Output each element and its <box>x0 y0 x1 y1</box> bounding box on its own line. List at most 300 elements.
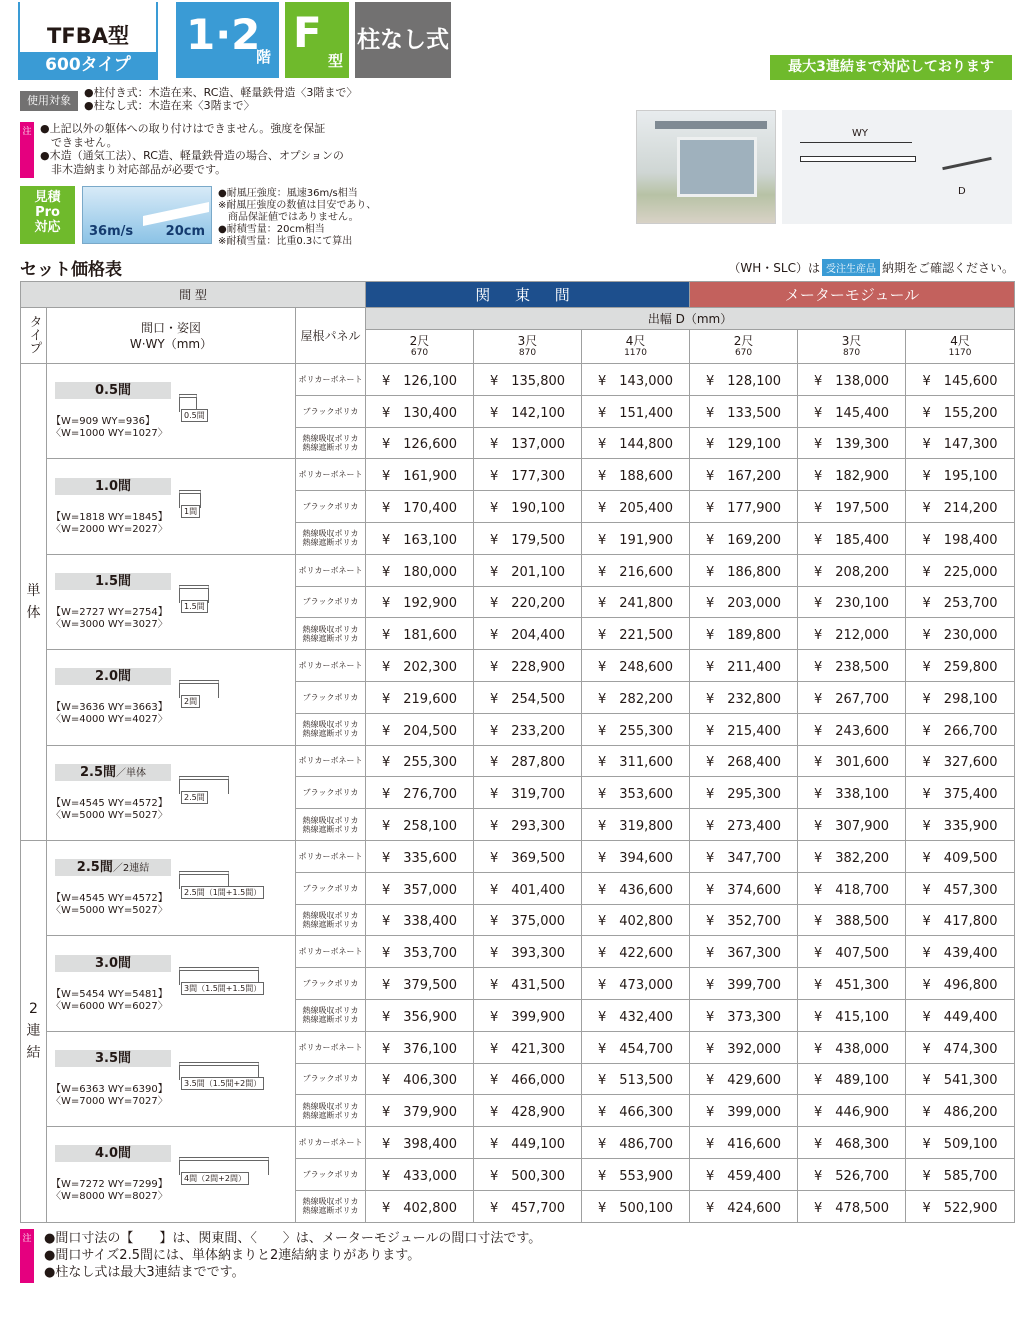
price-cell: ¥ 145,400 <box>798 395 906 427</box>
depth-col-header <box>474 330 582 364</box>
price-cell: ¥ 429,600 <box>690 1063 798 1095</box>
price-cell: ¥ 145,600 <box>906 364 1015 396</box>
size-label-text: 3.5間 <box>94 1050 132 1066</box>
dimension-kanto: 【W=7272 WY=7299】 <box>51 1179 168 1191</box>
wind-speed: 36m/s <box>89 224 134 239</box>
model-subtype: 600タイプ <box>20 52 156 78</box>
price-cell: ¥ 191,900 <box>582 522 690 554</box>
price-cell: ¥ 298,100 <box>906 681 1015 713</box>
depth-mm: 870 <box>842 347 861 358</box>
price-cell: ¥ 186,800 <box>690 554 798 586</box>
price-cell: ¥ 433,000 <box>366 1158 474 1190</box>
price-cell: ¥ 204,400 <box>474 618 582 650</box>
drawing-tag: 0.5間 <box>181 409 208 422</box>
drawing-tag: 2.5間（1間+1.5間） <box>181 886 264 899</box>
price-cell: ¥ 282,200 <box>582 681 690 713</box>
table-row <box>21 459 1015 491</box>
price-cell: ¥ 454,700 <box>582 1031 690 1063</box>
price-cell: ¥ 130,400 <box>366 395 474 427</box>
depth-mm: 870 <box>518 347 537 358</box>
depth-mm: 670 <box>410 347 429 358</box>
size-label-text: 4.0間 <box>94 1146 132 1162</box>
roof-panel-label: ブラックポリカ <box>296 968 366 1000</box>
dimension-meter: 〈W=6000 WY=6027〉 <box>51 1000 168 1012</box>
usage-text <box>84 86 357 112</box>
price-cell: ¥ 230,000 <box>906 618 1015 650</box>
price-cell: ¥ 208,200 <box>798 554 906 586</box>
dimension-kanto: 【W=909 WY=936】 <box>51 416 155 428</box>
estimate-line: 見積 <box>34 190 61 205</box>
price-cell: ¥ 553,900 <box>582 1158 690 1190</box>
price-cell: ¥ 392,000 <box>690 1031 798 1063</box>
roof-panel-label: 熱線吸収ポリカ 熱線遮断ポリカ <box>296 713 366 745</box>
price-cell: ¥ 319,800 <box>582 809 690 841</box>
price-cell: ¥ 399,000 <box>690 1095 798 1127</box>
header-kanto: 関 東 間 <box>366 282 690 308</box>
header-size-text: 間口・姿図 <box>140 320 201 335</box>
ftype-letter: F <box>293 8 322 57</box>
price-cell: ¥ 163,100 <box>366 522 474 554</box>
d-label: D <box>958 186 966 197</box>
size-cell <box>47 554 296 649</box>
roof-panel-label: ブラックポリカ <box>296 491 366 523</box>
price-cell: ¥ 188,600 <box>582 459 690 491</box>
price-cell: ¥ 398,400 <box>366 1127 474 1159</box>
dimension-meter: 〈W=1000 WY=1027〉 <box>51 428 168 440</box>
price-cell: ¥ 436,600 <box>582 872 690 904</box>
beam-drawing <box>800 156 916 162</box>
price-cell: ¥ 225,000 <box>906 554 1015 586</box>
price-cell: ¥ 267,700 <box>798 681 906 713</box>
spec-line: ●耐風圧強度：風速36m/s相当 <box>218 188 358 199</box>
price-cell: ¥ 138,000 <box>798 364 906 396</box>
dimension-meter: 〈W=4000 WY=4027〉 <box>51 714 168 726</box>
price-cell: ¥ 189,800 <box>690 618 798 650</box>
price-cell: ¥ 496,800 <box>906 968 1015 1000</box>
price-cell: ¥ 393,300 <box>474 936 582 968</box>
depth-col-header <box>582 330 690 364</box>
roof-panel-label: 熱線吸収ポリカ 熱線遮断ポリカ <box>296 1095 366 1127</box>
roof-panel-label: 熱線吸収ポリカ 熱線遮断ポリカ <box>296 618 366 650</box>
price-cell: ¥ 143,000 <box>582 364 690 396</box>
roof-panel-label: ブラックポリカ <box>296 681 366 713</box>
roof-panel-label: ブラックポリカ <box>296 872 366 904</box>
price-cell: ¥ 353,600 <box>582 777 690 809</box>
price-cell: ¥ 268,400 <box>690 745 798 777</box>
estimate-line: 対応 <box>34 220 61 235</box>
type-double: 2 連 結 <box>21 840 47 1222</box>
order-note-pre: （WH・SLC）は <box>728 261 820 275</box>
price-cell: ¥ 155,200 <box>906 395 1015 427</box>
spec-line: 商品保証値ではありません。 <box>218 212 359 223</box>
price-cell: ¥ 338,100 <box>798 777 906 809</box>
price-cell: ¥ 367,300 <box>690 936 798 968</box>
price-cell: ¥ 394,600 <box>582 840 690 872</box>
wind-snow-icon <box>82 186 212 244</box>
price-cell: ¥ 438,000 <box>798 1031 906 1063</box>
price-cell: ¥ 241,800 <box>582 586 690 618</box>
depth-mm: 1170 <box>948 347 972 358</box>
drawing-tag: 1.5間 <box>181 600 208 613</box>
roof-panel-label: 熱線吸収ポリカ 熱線遮断ポリカ <box>296 427 366 459</box>
price-cell: ¥ 457,300 <box>906 872 1015 904</box>
drawing-tag: 2.5間 <box>181 791 208 804</box>
price-cell: ¥ 347,700 <box>690 840 798 872</box>
roof-panel-label: 熱線吸収ポリカ 熱線遮断ポリカ <box>296 809 366 841</box>
price-cell: ¥ 513,500 <box>582 1063 690 1095</box>
usage-label: 使用対象 <box>20 91 78 111</box>
size-label <box>55 764 171 781</box>
depth-shaku: 4尺 <box>625 333 646 348</box>
note-label: 注 <box>20 122 34 178</box>
price-cell: ¥ 177,900 <box>690 491 798 523</box>
price-cell: ¥ 375,400 <box>906 777 1015 809</box>
price-cell: ¥ 407,500 <box>798 936 906 968</box>
price-cell: ¥ 169,200 <box>690 522 798 554</box>
drawing-tag: 3.5間（1.5間+2間） <box>181 1077 264 1090</box>
roof-panel-label: ポリカーボネート <box>296 745 366 777</box>
price-cell: ¥ 128,100 <box>690 364 798 396</box>
estimate-pro-badge <box>20 186 75 244</box>
price-cell: ¥ 276,700 <box>366 777 474 809</box>
price-cell: ¥ 248,600 <box>582 650 690 682</box>
price-cell: ¥ 177,300 <box>474 459 582 491</box>
price-cell: ¥ 399,900 <box>474 999 582 1031</box>
floor-unit: 階 <box>255 48 271 66</box>
price-cell: ¥ 418,700 <box>798 872 906 904</box>
price-cell: ¥ 335,900 <box>906 809 1015 841</box>
dimension-meter: 〈W=5000 WY=5027〉 <box>51 809 168 821</box>
price-cell: ¥ 212,000 <box>798 618 906 650</box>
drawing-tag: 1間 <box>181 505 200 518</box>
price-cell: ¥ 416,600 <box>690 1127 798 1159</box>
price-cell: ¥ 129,100 <box>690 427 798 459</box>
spec-line: ※耐風圧強度の数値は目安であり、 <box>218 200 377 211</box>
size-cell <box>47 840 296 935</box>
price-cell: ¥ 253,700 <box>906 586 1015 618</box>
price-cell: ¥ 466,000 <box>474 1063 582 1095</box>
size-label <box>55 859 171 876</box>
header-depth: 出幅 D（mm） <box>366 308 1015 330</box>
depth-mm: 1170 <box>624 347 647 358</box>
dimension-kanto: 【W=4545 WY=4572】 <box>51 893 168 905</box>
price-cell: ¥ 295,300 <box>690 777 798 809</box>
size-label <box>55 478 171 495</box>
type-single: 単 体 <box>21 364 47 841</box>
dimension-meter: 〈W=2000 WY=2027〉 <box>51 523 168 535</box>
price-cell: ¥ 541,300 <box>906 1063 1015 1095</box>
price-cell: ¥ 137,000 <box>474 427 582 459</box>
price-cell: ¥ 376,100 <box>366 1031 474 1063</box>
price-cell: ¥ 415,100 <box>798 999 906 1031</box>
footer-line: ●間口寸法の【 】は、関東間、〈 〉は、メーターモジュールの間口寸法です。 <box>44 1231 542 1246</box>
price-cell: ¥ 216,600 <box>582 554 690 586</box>
ftype-badge <box>285 2 349 78</box>
price-cell: ¥ 319,700 <box>474 777 582 809</box>
price-cell: ¥ 353,700 <box>366 936 474 968</box>
price-cell: ¥ 417,800 <box>906 904 1015 936</box>
price-cell: ¥ 369,500 <box>474 840 582 872</box>
side-view-drawing <box>942 157 992 170</box>
size-cell <box>47 650 296 745</box>
price-cell: ¥ 585,700 <box>906 1158 1015 1190</box>
price-cell: ¥ 190,100 <box>474 491 582 523</box>
price-cell: ¥ 219,600 <box>366 681 474 713</box>
drawing-tag: 2間 <box>181 695 200 708</box>
depth-col-header <box>798 330 906 364</box>
depth-col-header <box>690 330 798 364</box>
size-label-sub: ／単体 <box>116 767 147 779</box>
price-cell: ¥ 181,600 <box>366 618 474 650</box>
price-cell: ¥ 478,500 <box>798 1190 906 1222</box>
price-cell: ¥ 379,900 <box>366 1095 474 1127</box>
dimension-diagram <box>782 110 1012 224</box>
max-connection-banner: 最大3連結まで対応しております <box>770 55 1012 80</box>
roof-panel-label: ポリカーボネート <box>296 1031 366 1063</box>
table-row <box>21 1031 1015 1063</box>
price-cell: ¥ 273,400 <box>690 809 798 841</box>
price-cell: ¥ 509,100 <box>906 1127 1015 1159</box>
roof-panel-label: ブラックポリカ <box>296 586 366 618</box>
note-line: 非木造納まり対応部品が必要です。 <box>40 162 227 176</box>
made-to-order-badge: 受注生産品 <box>822 259 880 276</box>
awning-image <box>655 121 767 129</box>
roof-panel-label: ポリカーボネート <box>296 840 366 872</box>
header-size <box>47 308 296 364</box>
footer-line: ●間口サイズ2.5間には、単体納まりと2連結納まりがあります。 <box>44 1248 421 1263</box>
note-text <box>40 122 344 176</box>
price-cell: ¥ 180,000 <box>366 554 474 586</box>
usage-line: ●柱なし式：木造在来〈3階まで〉 <box>84 99 255 112</box>
note-line: ●木造（通気工法）、RC造、軽量鉄骨造の場合、オプションの <box>40 149 344 162</box>
table-row <box>21 650 1015 682</box>
depth-shaku: 2尺 <box>409 333 430 348</box>
spec-text <box>218 188 376 248</box>
size-label-text: 2.5間 <box>79 764 117 780</box>
price-cell: ¥ 457,700 <box>474 1190 582 1222</box>
price-cell: ¥ 379,500 <box>366 968 474 1000</box>
table-row <box>21 840 1015 872</box>
window-image <box>677 137 757 197</box>
roof-panel-label: 熱線吸収ポリカ 熱線遮断ポリカ <box>296 904 366 936</box>
dimension-kanto: 【W=5454 WY=5481】 <box>51 988 168 1000</box>
price-cell: ¥ 211,400 <box>690 650 798 682</box>
price-cell: ¥ 459,400 <box>690 1158 798 1190</box>
model-badge <box>18 2 158 80</box>
roof-panel-label: ブラックポリカ <box>296 1158 366 1190</box>
wy-line <box>800 142 912 143</box>
size-label <box>55 382 171 399</box>
size-cell <box>47 1127 296 1222</box>
depth-col-header <box>366 330 474 364</box>
table-row <box>21 745 1015 777</box>
note-line: できません。 <box>40 135 118 149</box>
price-cell: ¥ 255,300 <box>582 713 690 745</box>
price-cell: ¥ 170,400 <box>366 491 474 523</box>
price-cell: ¥ 375,000 <box>474 904 582 936</box>
price-cell: ¥ 335,600 <box>366 840 474 872</box>
size-label-text: 2.0間 <box>94 669 132 685</box>
dimension-kanto: 【W=6363 WY=6390】 <box>51 1083 168 1095</box>
size-label-text: 1.0間 <box>94 478 132 494</box>
price-cell: ¥ 233,200 <box>474 713 582 745</box>
price-cell: ¥ 489,100 <box>798 1063 906 1095</box>
footer-notes <box>44 1230 541 1281</box>
depth-mm: 670 <box>734 347 753 358</box>
product-photo <box>636 110 776 224</box>
dimension-meter: 〈W=7000 WY=7027〉 <box>51 1095 168 1107</box>
price-table <box>20 281 1015 1223</box>
snow-layer-icon <box>143 202 209 226</box>
roof-panel-label: 熱線吸収ポリカ 熱線遮断ポリカ <box>296 522 366 554</box>
price-cell: ¥ 266,700 <box>906 713 1015 745</box>
size-label-sub: ／2連結 <box>112 863 150 875</box>
estimate-line: Pro <box>35 205 60 220</box>
roof-panel-label: ポリカーボネート <box>296 364 366 396</box>
price-cell: ¥ 421,300 <box>474 1031 582 1063</box>
ftype-unit: 型 <box>327 52 343 70</box>
roof-panel-label: ポリカーボネート <box>296 459 366 491</box>
price-cell: ¥ 185,400 <box>798 522 906 554</box>
price-cell: ¥ 402,800 <box>582 904 690 936</box>
table-row <box>21 554 1015 586</box>
price-cell: ¥ 214,200 <box>906 491 1015 523</box>
price-cell: ¥ 192,900 <box>366 586 474 618</box>
table-row <box>21 364 1015 396</box>
price-cell: ¥ 179,500 <box>474 522 582 554</box>
note-line: ●上記以外の躯体への取り付けはできません。強度を保証 <box>40 122 326 135</box>
price-cell: ¥ 307,900 <box>798 809 906 841</box>
price-cell: ¥ 431,500 <box>474 968 582 1000</box>
model-name: TFBA型 <box>47 24 129 48</box>
size-cell <box>47 936 296 1031</box>
price-cell: ¥ 422,600 <box>582 936 690 968</box>
size-label-text: 0.5間 <box>94 383 132 399</box>
dimension-kanto: 【W=4545 WY=4572】 <box>51 797 168 809</box>
drawing-tag: 3間（1.5間+1.5間） <box>181 982 264 995</box>
size-label-text: 1.5間 <box>94 573 132 589</box>
price-cell: ¥ 142,100 <box>474 395 582 427</box>
price-cell: ¥ 230,100 <box>798 586 906 618</box>
price-cell: ¥ 474,300 <box>906 1031 1015 1063</box>
price-cell: ¥ 473,000 <box>582 968 690 1000</box>
price-cell: ¥ 232,800 <box>690 681 798 713</box>
roof-panel-label: ポリカーボネート <box>296 650 366 682</box>
price-cell: ¥ 139,300 <box>798 427 906 459</box>
price-cell: ¥ 147,300 <box>906 427 1015 459</box>
size-label <box>55 1050 171 1067</box>
dimension-kanto: 【W=2727 WY=2754】 <box>51 606 168 618</box>
price-cell: ¥ 151,400 <box>582 395 690 427</box>
depth-col-header <box>906 330 1015 364</box>
price-cell: ¥ 500,300 <box>474 1158 582 1190</box>
price-cell: ¥ 409,500 <box>906 840 1015 872</box>
price-cell: ¥ 432,400 <box>582 999 690 1031</box>
price-cell: ¥ 182,900 <box>798 459 906 491</box>
price-cell: ¥ 258,100 <box>366 809 474 841</box>
price-cell: ¥ 382,200 <box>798 840 906 872</box>
price-cell: ¥ 195,100 <box>906 459 1015 491</box>
price-cell: ¥ 402,800 <box>366 1190 474 1222</box>
price-cell: ¥ 228,900 <box>474 650 582 682</box>
price-cell: ¥ 293,300 <box>474 809 582 841</box>
price-cell: ¥ 500,100 <box>582 1190 690 1222</box>
no-post-badge: 柱なし式 <box>355 2 451 78</box>
roof-panel-label: ポリカーボネート <box>296 1127 366 1159</box>
size-cell <box>47 364 296 459</box>
roof-panel-label: 熱線吸収ポリカ 熱線遮断ポリカ <box>296 999 366 1031</box>
section-title: セット価格表 <box>20 260 122 280</box>
price-cell: ¥ 406,300 <box>366 1063 474 1095</box>
price-cell: ¥ 135,800 <box>474 364 582 396</box>
price-cell: ¥ 486,200 <box>906 1095 1015 1127</box>
depth-shaku: 3尺 <box>841 333 862 348</box>
price-cell: ¥ 468,300 <box>798 1127 906 1159</box>
price-cell: ¥ 449,100 <box>474 1127 582 1159</box>
size-label <box>55 573 171 590</box>
price-cell: ¥ 399,700 <box>690 968 798 1000</box>
price-cell: ¥ 424,600 <box>690 1190 798 1222</box>
price-cell: ¥ 126,600 <box>366 427 474 459</box>
price-cell: ¥ 220,200 <box>474 586 582 618</box>
price-cell: ¥ 287,800 <box>474 745 582 777</box>
order-note <box>728 259 1014 276</box>
price-cell: ¥ 254,500 <box>474 681 582 713</box>
size-cell <box>47 459 296 554</box>
price-cell: ¥ 311,600 <box>582 745 690 777</box>
price-cell: ¥ 449,400 <box>906 999 1015 1031</box>
price-cell: ¥ 522,900 <box>906 1190 1015 1222</box>
dimension-meter: 〈W=3000 WY=3027〉 <box>51 618 168 630</box>
table-row <box>21 1127 1015 1159</box>
price-cell: ¥ 204,500 <box>366 713 474 745</box>
price-cell: ¥ 338,400 <box>366 904 474 936</box>
usage-line: ●柱付き式：木造在来、RC造、軽量鉄骨造〈3階まで〉 <box>84 86 358 99</box>
price-cell: ¥ 215,400 <box>690 713 798 745</box>
price-cell: ¥ 466,300 <box>582 1095 690 1127</box>
price-cell: ¥ 243,600 <box>798 713 906 745</box>
price-cell: ¥ 446,900 <box>798 1095 906 1127</box>
roof-panel-label: ブラックポリカ <box>296 1063 366 1095</box>
header-model: 間 型 <box>21 282 366 308</box>
dimension-kanto: 【W=3636 WY=3663】 <box>51 702 168 714</box>
price-cell: ¥ 357,000 <box>366 872 474 904</box>
size-cell <box>47 745 296 840</box>
header-size-unit: W·WY（mm） <box>129 336 213 351</box>
roof-panel-label: ポリカーボネート <box>296 554 366 586</box>
dimension-meter: 〈W=5000 WY=5027〉 <box>51 905 168 917</box>
price-cell: ¥ 201,100 <box>474 554 582 586</box>
price-cell: ¥ 167,200 <box>690 459 798 491</box>
roof-panel-label: ブラックポリカ <box>296 777 366 809</box>
roof-panel-label: 熱線吸収ポリカ 熱線遮断ポリカ <box>296 1190 366 1222</box>
floor-badge <box>176 2 279 78</box>
price-cell: ¥ 202,300 <box>366 650 474 682</box>
price-cell: ¥ 133,500 <box>690 395 798 427</box>
order-note-post: 納期をご確認ください。 <box>881 261 1014 275</box>
price-cell: ¥ 356,900 <box>366 999 474 1031</box>
price-cell: ¥ 198,400 <box>906 522 1015 554</box>
header-type-text: タイプ <box>26 315 42 354</box>
price-cell: ¥ 161,900 <box>366 459 474 491</box>
size-label-text: 3.0間 <box>94 955 132 971</box>
header-meter: メーターモジュール <box>690 282 1015 308</box>
price-cell: ¥ 238,500 <box>798 650 906 682</box>
price-cell: ¥ 259,800 <box>906 650 1015 682</box>
footer-line: ●柱なし式は最大3連結までです。 <box>44 1265 245 1280</box>
footer-note-label: 注 <box>20 1229 34 1283</box>
price-cell: ¥ 197,500 <box>798 491 906 523</box>
